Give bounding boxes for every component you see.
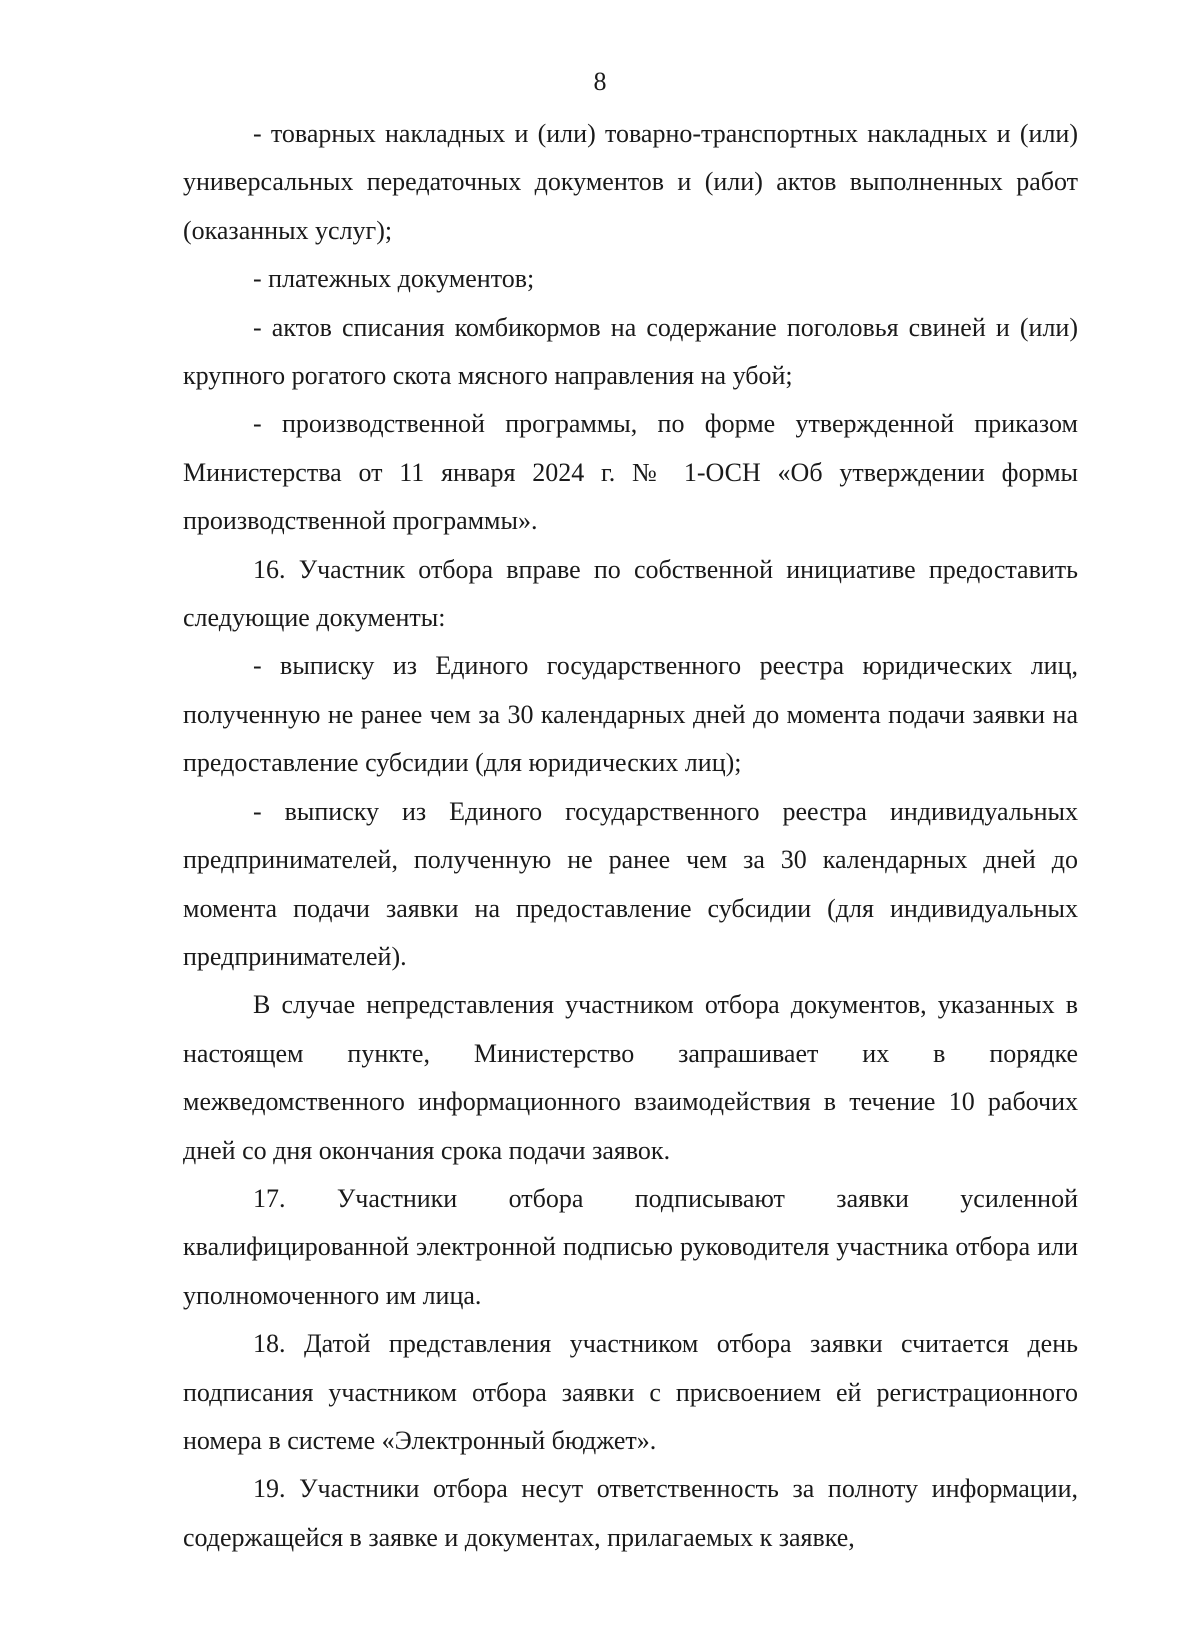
paragraph-entrepreneurs-extract: - выписку из Единого государственного реестра индивидуальных предпринимателей, полученную не ранее чем за 30 календарных дней до момента подачи заявки на предоставление субсидии (для индивидуальных предпринимателей). bbox=[183, 796, 1078, 971]
paragraph-item-18: 18. Датой представления участником отбора заявки считается день подписания участником отбора заявки с присвоением ей регистрационного номера в системе «Электронный бюджет». bbox=[183, 1329, 1078, 1455]
paragraph-interagency-request: В случае непредставления участником отбора документов, указанных в настоящем пункте, Министерство запрашивает их в порядке межведомственного информационного взаимодействия в течение 10 рабочих дней со дня окончания срока подачи заявок. bbox=[183, 990, 1078, 1165]
paragraph-legal-entities-extract: - выписку из Единого государственного реестра юридических лиц, полученную не ранее чем за 30 календарных дней до момента подачи заявки на предоставление субсидии (для юридических лиц); bbox=[183, 651, 1078, 778]
paragraph-invoices: - товарных накладных и (или) товарно-транспортных накладных и (или) универсальных передаточных документов и (или) актов выполненных работ (оказанных услуг); bbox=[183, 119, 1078, 245]
paragraph-feed-writeoff: - актов списания комбикормов на содержание поголовья свиней и (или) крупного рогатого скота мясного направления на убой; bbox=[183, 312, 1078, 391]
paragraph-item-19: 19. Участники отбора несут ответственность за полноту информации, содержащейся в заявке и документах, прилагаемых к заявке, bbox=[183, 1474, 1078, 1552]
paragraph-item-17: 17. Участники отбора подписывают заявки усиленной квалифицированной электронной подписью руководителя участника отбора или уполномоченного им лица. bbox=[183, 1183, 1078, 1310]
paragraph-production-program: - производственной программы, по форме утвержденной приказом Министерства от 11 января 2024 г. № 1-ОСН «Об утверждении формы производственной программы». bbox=[183, 409, 1078, 536]
page-number: 8 bbox=[593, 67, 607, 96]
paragraph-payment-documents: - платежных документов; bbox=[253, 264, 535, 294]
document-body bbox=[183, 110, 1078, 1562]
paragraph-item-16: 16. Участник отбора вправе по собственной инициативе предоставить следующие документы: bbox=[183, 554, 1078, 633]
